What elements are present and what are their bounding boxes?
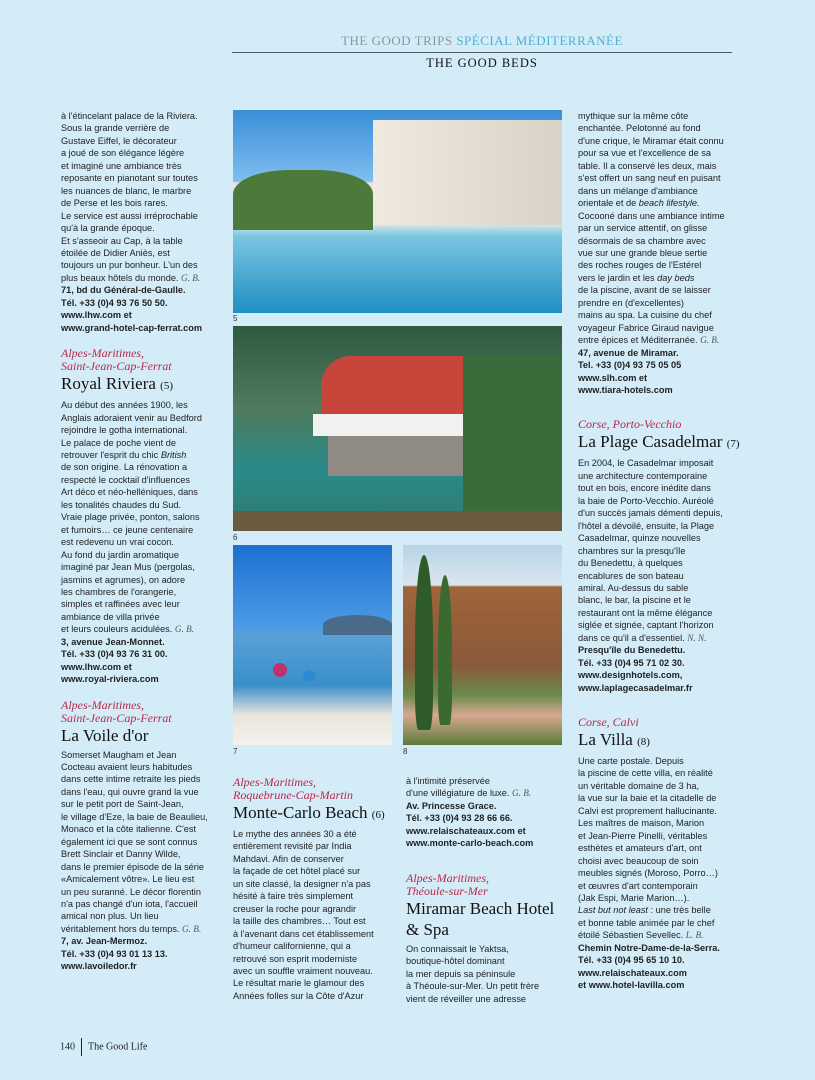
monte-carlo-text-end xyxy=(406,775,571,850)
la-villa-text xyxy=(578,755,753,992)
text-line: blanc, le bar, la piscine et le xyxy=(578,595,691,606)
text-line: Tél. +33 (0)4 95 65 10 10. xyxy=(578,955,685,966)
text-line: restaurant ont la même élégance xyxy=(578,607,713,618)
text-line: Au fond du jardin aromatique xyxy=(61,549,179,560)
text-line: Les maîtres de maison, Marion xyxy=(578,818,705,829)
text-line: (Jak Espi, Marie Marion…). xyxy=(578,893,690,904)
special-title: SPÉCIAL MÉDITERRANÉE xyxy=(456,33,623,48)
text-line: Av. Princesse Grace. xyxy=(406,800,497,811)
text-line: Et s'asseoir au Cap, à la table xyxy=(61,235,183,246)
text-line: Anglais adoraient venir au Bedford xyxy=(61,412,202,423)
page-number: 140 xyxy=(60,1041,75,1053)
text-line xyxy=(61,272,231,284)
text-line: un peu suranné. Le décor florentin xyxy=(61,886,201,897)
intro-text xyxy=(61,110,231,334)
text-line: et fumoirs… ce jeune centenaire xyxy=(61,524,194,535)
text-line: Cocooné dans une ambiance intime xyxy=(578,210,725,221)
hotel-name: La Villa (8) xyxy=(578,730,650,750)
text-line: En 2004, le Casadelmar imposait xyxy=(578,458,714,469)
text: orientale et de xyxy=(578,198,637,209)
text-line: hésité à faire très simplement xyxy=(233,891,353,902)
location: Alpes-Maritimes, xyxy=(406,870,489,885)
text-line: à l'avenant dans cet établissement xyxy=(233,928,374,939)
hotel-name: La Voile d'or xyxy=(61,725,149,745)
text-line: Une carte postale. Depuis xyxy=(578,756,684,767)
text-line: l'hôtel a dévoilé, ensuite, la Plage xyxy=(578,520,715,531)
text-line: imaginé par Jean Mus (pergolas, xyxy=(61,562,195,573)
text-line: dans cette intime retraite les pieds xyxy=(61,774,201,785)
inline-text: G. B. xyxy=(182,923,202,934)
text-line: www.lhw.com et xyxy=(61,310,132,321)
text-line: www.relaischateaux.com et xyxy=(406,825,526,836)
text-line: la mer depuis sa péninsule xyxy=(406,968,516,979)
text: et leurs couleurs acidulées. xyxy=(61,624,173,635)
text: retrouver l'esprit du chic xyxy=(61,449,159,460)
text-line xyxy=(578,272,753,284)
casadelmar-text xyxy=(578,457,753,694)
column-3 xyxy=(406,775,571,1005)
text-line: pour sa vue et l'excellence de sa xyxy=(578,148,712,159)
text-line: 7, av. Jean-Mermoz. xyxy=(61,936,148,947)
hotel-name: Monte-Carlo Beach (6) xyxy=(233,803,385,822)
text-line: et bonne table animée par le chef xyxy=(578,917,715,928)
text-line: Gustave Eiffel, le décorateur xyxy=(61,135,177,146)
section-subtitle: THE GOOD BEDS xyxy=(426,56,538,70)
text-line: Casadelmar, quinze nouvelles xyxy=(578,533,701,544)
text-line: Brett Sinclair et Danny Wilde, xyxy=(61,849,181,860)
text-line: désormais de sa chambre avec xyxy=(578,235,706,246)
hotel-name: & Spa xyxy=(406,919,449,939)
location: Alpes-Maritimes, xyxy=(233,775,316,789)
location: Saint-Jean-Cap-Ferrat xyxy=(61,359,172,374)
text-line: tout en bois, encore inédite dans xyxy=(578,483,711,494)
text-line: dans le premier épisode de la série xyxy=(61,861,204,872)
location: Corse, Porto-Vecchio xyxy=(578,417,682,432)
text-line: Presqu'île du Benedettu. xyxy=(578,645,686,656)
text-line xyxy=(406,787,571,799)
text-line: Le mythe des années 30 a été xyxy=(233,829,357,839)
location: Théoule-sur-Mer xyxy=(406,883,488,898)
column-2 xyxy=(233,776,398,1002)
miramar-text xyxy=(406,943,571,1005)
text-line: 3, avenue Jean-Monnet. xyxy=(61,636,165,647)
inline-text: G. B. xyxy=(174,624,195,635)
inline-text: Last but not least xyxy=(578,905,648,916)
text-line: étoilée de Didier Aniès, est xyxy=(61,247,170,258)
page-footer xyxy=(60,1038,147,1056)
photo-monte-carlo-beach xyxy=(233,545,392,745)
text-line: les tonalités chaudes du Sud. xyxy=(61,499,182,510)
text-line: www.lavoiledor.fr xyxy=(61,961,137,972)
text-line: vient de réveiller une adresse xyxy=(406,993,527,1004)
text-line: siglée et signée, captant l'horizon xyxy=(578,620,714,631)
text-line: Tél. +33 (0)4 93 28 66 66. xyxy=(406,813,513,824)
text-line: Au début des années 1900, les xyxy=(61,400,188,411)
text-line: la façade de cet hôtel placé sur xyxy=(233,866,361,877)
running-header xyxy=(232,33,732,49)
text-line: mains au spa. La cuisine du chef xyxy=(578,310,712,321)
caption-8: 8 xyxy=(403,747,408,756)
text-line: le village d'Eze, la baie de Beaulieu, xyxy=(61,811,208,822)
magazine-title: The Good Life xyxy=(88,1041,148,1053)
text-line: 71, bd du Général-de-Gaulle. xyxy=(61,285,186,296)
text-line: Tél. +33 (0)4 95 71 02 30. xyxy=(578,657,685,668)
text-line: «Amicalement vôtre». Le lieu est xyxy=(61,874,195,885)
text-line: entièrement revisité par India xyxy=(233,841,352,852)
text-line: d'un succès jamais démenti depuis, xyxy=(578,508,723,519)
text-line: qu'à la grande époque. xyxy=(61,223,155,234)
text: dans ce qu'il a d'essentiel. xyxy=(578,632,685,643)
text-line: n'a pas changé d'un iota, l'accueil xyxy=(61,899,198,910)
location: Saint-Jean-Cap-Ferrat xyxy=(61,710,172,725)
text: entre épices et Méditerranée. xyxy=(578,335,698,346)
text-line: 47, avenue de Miramar. xyxy=(578,347,679,358)
text-line: Monaco et la côte italienne. C'est xyxy=(61,824,197,835)
text: : une très belle xyxy=(647,905,711,916)
text-line: boutique-hôtel dominant xyxy=(406,956,505,967)
column-4 xyxy=(578,110,753,992)
inline-text: beach lifestyle. xyxy=(638,198,700,209)
text-line: retrouvé son esprit moderniste xyxy=(233,953,358,964)
text-line: amical non plus. Un lieu xyxy=(61,911,159,922)
caption-5: 5 xyxy=(233,314,238,323)
text-line: les chambres de l'orangerie, xyxy=(61,586,177,597)
text-line: vue sur une grande bleue sertie xyxy=(578,247,708,258)
text-line: la piscine de cette villa, en réalité xyxy=(578,768,713,779)
monte-carlo-text xyxy=(233,828,398,1002)
text-line xyxy=(61,449,231,461)
inline-text: British xyxy=(160,449,187,460)
text-line: esthètes et amateurs d'art, ont xyxy=(578,843,702,854)
miramar-text-cont xyxy=(578,110,753,396)
text-line: www.lhw.com et xyxy=(61,661,132,672)
text: vers le jardin et les xyxy=(578,272,655,283)
text-line xyxy=(61,923,231,935)
text-line: prendre en (d'excellentes) xyxy=(578,297,684,308)
text-line: table. Il a conservé les deux, mais xyxy=(578,160,717,171)
text-line: la vue sur la baie et la citadelle de xyxy=(578,793,717,804)
text-line: Tél. +33 (0)4 93 76 31 00. xyxy=(61,649,168,660)
text-line xyxy=(578,334,753,346)
column-1 xyxy=(61,110,231,973)
text-line: également ici que se sont connus xyxy=(61,836,198,847)
header-rule xyxy=(232,52,732,53)
text-line: meubles signés (Moroso, Porro…) xyxy=(578,868,718,879)
inline-text: G. B. xyxy=(700,335,720,346)
text-line: respecté le cocktail d'influences xyxy=(61,474,190,485)
text: étoilé Sébastien Sevellec. xyxy=(578,930,684,941)
text-line: mythique sur la même côte xyxy=(578,111,689,121)
text-line: reposante en pianotant sur toutes xyxy=(61,173,198,184)
text-line: enchantée. Pelotonné au fond xyxy=(578,123,701,134)
text-line: Mahdavi. Afin de conserver xyxy=(233,853,344,864)
text-line: chambres sur la presqu'île xyxy=(578,545,686,556)
text-line: a joué de son élégance légère xyxy=(61,148,185,159)
inline-text: L. B. xyxy=(685,930,704,941)
inline-text: day beds xyxy=(657,272,695,283)
text-line: d'une crique, le Miramar était connu xyxy=(578,135,724,146)
text-line: rejoindre le gotha international. xyxy=(61,425,188,436)
text-line: de son origine. La rénovation a xyxy=(61,462,188,473)
photo-casadelmar xyxy=(403,545,562,745)
text-line: des roches rouges de l'Estérel xyxy=(578,260,702,271)
location: Corse, Calvi xyxy=(578,715,639,730)
text-line: d'humeur californienne, qui a xyxy=(233,941,351,952)
text-line: www.royal-riviera.com xyxy=(61,674,159,685)
caption-6: 6 xyxy=(233,533,238,542)
text-line: www.monte-carlo-beach.com xyxy=(406,838,534,849)
text-line xyxy=(61,623,231,635)
text-line: choisi avec beaucoup de soin xyxy=(578,855,699,866)
text-line: à Théoule-sur-Mer. Un petit frère xyxy=(406,981,540,992)
text-line: simples et raffinées avec leur xyxy=(61,599,180,610)
text-line: par un service attentif, on glisse xyxy=(578,223,708,234)
text-line: et œuvres d'art contemporain xyxy=(578,880,698,891)
text-line: avec un souffle vraiment nouveau. xyxy=(233,965,373,976)
text-line: un site classé, la designer n'a pas xyxy=(233,878,371,889)
text-line: de Perse et les bois rares. xyxy=(61,198,168,209)
text-line: Le résultat marie le glamour des xyxy=(233,978,365,989)
text-line: www.grand-hotel-cap-ferrat.com xyxy=(61,322,203,333)
text-line: à l'intimité préservée xyxy=(406,776,490,786)
text-line: les nuances de blanc, le marbre xyxy=(61,185,192,196)
text-line: toujours un pur bonheur. L'un des xyxy=(61,260,198,271)
text-line xyxy=(578,929,753,941)
royal-riviera-text xyxy=(61,399,231,685)
hotel-name: Miramar Beach Hotel xyxy=(406,898,555,918)
text-line: ambiance de villa privée xyxy=(61,611,160,622)
text-line: www.tiara-hotels.com xyxy=(578,384,673,395)
text-line: encablures de son bateau xyxy=(578,570,684,581)
text-line: s'est offert un sang neuf en puisant xyxy=(578,173,721,184)
location: Alpes-Maritimes, xyxy=(61,346,144,361)
photo-royal-riviera xyxy=(233,326,562,531)
text-line: et Jean-Pierre Pinelli, véritables xyxy=(578,830,708,841)
photo-grand-hotel xyxy=(233,110,562,313)
text: plus beaux hôtels du monde. xyxy=(61,272,179,283)
hotel-name: Royal Riviera (5) xyxy=(61,374,173,394)
text: d'une villégiature de luxe. xyxy=(406,788,510,799)
text-line xyxy=(578,197,753,209)
text-line: et imaginé une ambiance très xyxy=(61,160,182,171)
text-line: Somerset Maugham et Jean xyxy=(61,749,177,760)
text-line: sur le petit port de Saint-Jean, xyxy=(61,799,184,810)
text-line xyxy=(578,632,753,644)
voile-dor-text xyxy=(61,749,231,973)
text-line: un véritable domaine de 3 ha, xyxy=(578,780,700,791)
text-line: Sous la grande verrière de xyxy=(61,123,170,134)
text-line: Cocteau avaient leurs habitudes xyxy=(61,762,193,773)
text-line: une architecture contemporaine xyxy=(578,470,708,481)
text-line: www.designhotels.com, xyxy=(578,670,683,681)
text-line: Le palace de poche vient de xyxy=(61,437,176,448)
text-line xyxy=(578,904,753,916)
text-line: Tél. +33 (0)4 93 76 50 50. xyxy=(61,297,168,308)
location: Alpes-Maritimes, xyxy=(61,697,144,712)
section-title: THE GOOD TRIPS xyxy=(341,33,453,48)
text-line: Le service est aussi irréprochable xyxy=(61,210,198,221)
text-line: On connaissait le Yaktsa, xyxy=(406,943,509,954)
text-line: voyageur Fabrice Giraud navigue xyxy=(578,322,714,333)
text-line: Tel. +33 (0)4 93 75 05 05 xyxy=(578,360,682,371)
text-line: Art déco et néo-helléniques, dans xyxy=(61,487,198,498)
text-line: la baie de Porto-Vecchio. Auréolé xyxy=(578,495,714,506)
text-line: Calvi est proprement hallucinante. xyxy=(578,805,717,816)
text-line: www.relaischateaux.com xyxy=(578,967,687,978)
text-line: Années folles sur la Côte d'Azur xyxy=(233,990,364,1001)
inline-text: G. B. xyxy=(511,788,532,799)
text-line: de la piscine, avant de se laisser xyxy=(578,285,711,296)
text-line: Tél. +33 (0)4 93 01 13 13. xyxy=(61,948,168,959)
text-line: dans l'eau, qui ouvre grand la vue xyxy=(61,786,199,797)
inline-text: G. B. xyxy=(181,272,201,283)
text-line: du Benedettu, à quelques xyxy=(578,558,683,569)
text-line: et www.hotel-lavilla.com xyxy=(578,980,685,991)
text-line: jasmins et agrumes), on adore xyxy=(61,574,186,585)
text-line: creuser la roche pour agrandir xyxy=(233,903,357,914)
text-line: amiral. Au-dessus du sable xyxy=(578,582,689,593)
text-line: www.slh.com et xyxy=(578,372,648,383)
text-line: www.laplagecasadelmar.fr xyxy=(578,682,693,693)
inline-text: N. N. xyxy=(687,632,707,643)
text-line: est redevenu un vrai cocon. xyxy=(61,537,174,548)
caption-7: 7 xyxy=(233,747,238,756)
text-line: la taille des chambres… Tout est xyxy=(233,916,366,927)
text-line: dans un mélange d'ambiance xyxy=(578,185,698,196)
text-line: Chemin Notre-Dame-de-la-Serra. xyxy=(578,942,720,953)
hotel-name: La Plage Casadelmar (7) xyxy=(578,432,740,452)
text-line: à l'étincelant palace de la Riviera. xyxy=(61,111,198,121)
location: Roquebrune-Cap-Martin xyxy=(233,788,353,802)
text: véritablement hors du temps. xyxy=(61,923,180,934)
text-line: Vraie plage privée, ponton, salons xyxy=(61,512,200,523)
